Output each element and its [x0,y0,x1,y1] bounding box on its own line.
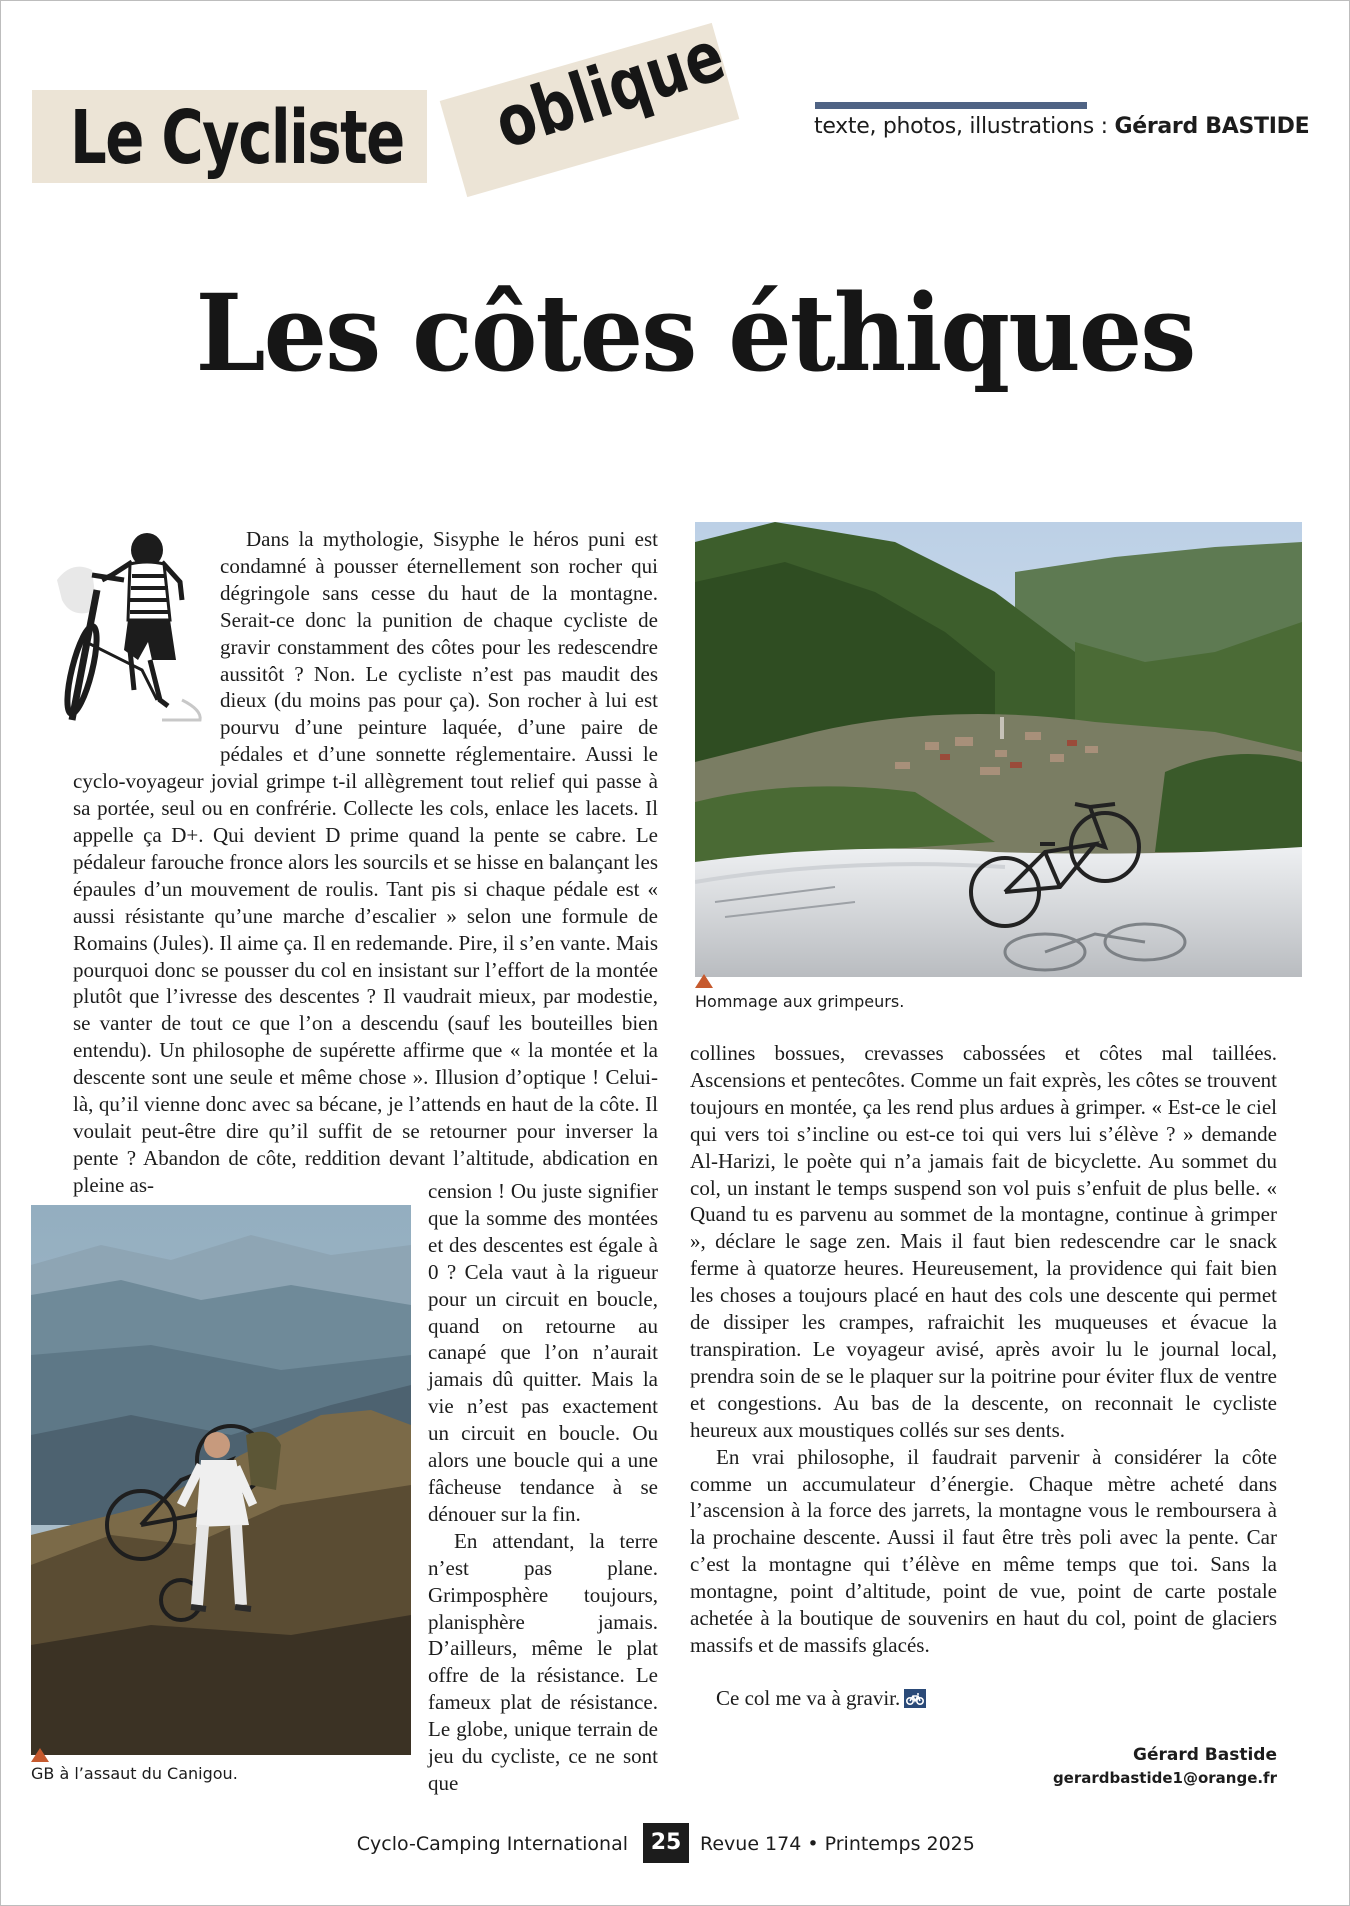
paragraph-1: Dans la mythologie, Sisyphe le héros puni est condamné à pousser éternellement son rocher qui dégringole sans cesse du haut de la montagne. Serait-ce donc la punition de chaque cycliste de gravir constamment des côtes pour les redescendre aussitôt ? Non. Le cycliste n’est pas maudit des dieux (du moins pas pour ça). Son rocher à lui est pourvu d’une peinture laquée, d’une paire de pédales et d’une sonnette réglementaire. Aussi le cyclo-voyageur jovial grimpe t-il allègrement tout relief qui passe à sa portée, seul ou en confrérie. Collecte les cols, enlace les lacets. Il appelle ça D+. Qui devient D prime quand la pente se cabre. Le pédaleur farouche fronce alors les sourcils et se hisse en balançant les épaules d’un mouvement de roulis. Tant pis si chaque pédale est « aussi résistante qu’une marche d’escalier » selon une formule de Romains (Jules). Il aime ça. Il en redemande. Pire, il s’en vante. Mais pourquoi donc se pousser du col en insistant sur l’effort de la montée plutôt que l’ivresse des descentes ? Il vaudrait mieux, par modestie, se vanter de tout ce que l’on a descendu (sauf les bouteilles bien entendu). Un philosophe de supérette affirme que « la montée et la descente sont une seule et même chose ». Illusion d’optique ! Celui-là, qu’il vienne donc avec sa bécane, je l’attends en haut de la côte. Il voulait peut-être dire qu’il suffit de se retourner pour inverser la pente ? Abandon de côte, reddition devant l’altitude, abdication en pleine as- [73,527,658,1197]
signature-email: gerardbastide1@orange.fr [1052,1769,1277,1787]
closing-line [690,1685,1277,1712]
article-column-left [73,526,658,1199]
column-kicker-oblique: oblique [485,14,734,165]
closing-line-text: Ce col me va à gravir. [716,1685,901,1710]
paragraph-1-continued: cension ! Ou juste signifier que la somme des montées et des descentes est égale à 0 ? Cela vaut à la rigueur pour un circuit en boucle, quand on retourne au canapé que l’on n’aurait jamais dû quitter. Mais la vie n’est pas exactement un circuit en boucle. Ou alors une boucle qui a une fâcheuse tendance à se dénouer sur la fin. [428,1179,658,1526]
author-signature [1053,1745,1277,1787]
credit-rule [815,102,1087,109]
caption-triangle-icon [31,1748,49,1762]
photo-bike-valley [695,522,1302,977]
column-kicker: Le Cycliste [70,95,404,181]
photo-caption-bottom: GB à l’assaut du Canigou. [31,1764,238,1783]
page-number: 25 [643,1823,689,1863]
paragraph-2: En attendant, la terre n’est pas plane. Grimposphère toujours, planisphère jamais. D’ailleurs, même le plat offre de la résistance. Le fameux plat de résistance. Le globe, unique terrain de jeu du cycliste, ce ne sont que [428,1528,658,1795]
caption-triangle-icon [695,974,713,988]
photo-canigou [31,1205,411,1755]
credit-author: Gérard BASTIDE [1114,114,1310,139]
signature-name: Gérard Bastide [1132,1745,1277,1765]
article-column-right [690,1040,1277,1712]
paragraph-3: En vrai philosophe, il faudrait parvenir à considérer la côte comme un accumulateur d’énergie. Chaque mètre acheté dans l’ascension à la force des jarrets, la montagne vous le remboursera à la prochaine descente. Aussi il faut être très poli avec la pente. Car c’est la montagne qui t’élève en même temps que toi. Sans la montagne, point d’altitude, point de vue, point de carte postale achetée à la boutique de souvenirs en haut du col, point de glaciers massifs et de massifs glacés. [690,1444,1277,1657]
illustration-wrap [73,526,218,744]
bicycle-icon [904,1689,926,1708]
photo-caption-top: Hommage aux grimpeurs. [695,992,905,1011]
page-footer [0,1823,1350,1863]
author-credit [814,114,1310,139]
credit-prefix: texte, photos, illustrations : [814,114,1115,139]
article-title: Les côtes éthiques [195,270,1195,395]
footer-issue: Revue 174 • Printemps 2025 [700,1833,975,1855]
article-column-left-narrow [428,1178,658,1797]
footer-publication: Cyclo-Camping International [356,1833,628,1855]
paragraph-2-continued: collines bossues, crevasses cabossées et côtes mal taillées. Ascensions et pentecôtes. Comme un fait exprès, les côtes se trouvent toujours en montée, ça les rend plus ardues à grimper. « Est-ce le ciel qui vers toi s’incline ou est-ce toi qui vers lui s’élève ? » demande Al-Harizi, le poète qui n’a jamais fait de bicyclette. Au sommet du col, un instant le temps suspend son vol puis s’enfuit de plus belle. « Quand tu es parvenu au sommet de la montagne, continue à grimper », déclare le sage zen. Mais il faut bien redescendre car le snack ferme à quatorze heures. Heureusement, la providence qui fait bien les choses a toujours placé en haut des cols une descente qui permet de dissiper les crampes, rafraichit les muqueuses et évacue la transpiration. Le voyageur avisé, après avoir lu le journal local, prendra soin de se le plaquer sur la poitrine pour éviter flux de ventre et congestions. Au bas de la descente, on reconnait le cycliste heureux aux moustiques collés sur ses dents. [690,1041,1277,1442]
